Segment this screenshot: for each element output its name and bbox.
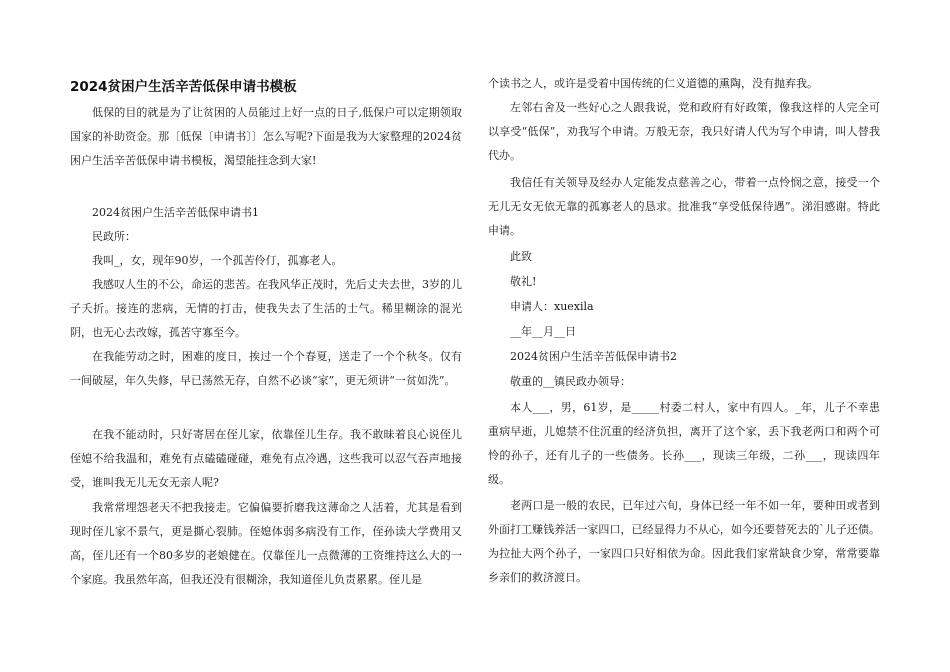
- paragraph-self-intro: 我叫_，女，现年90岁，一个孤苦伶仃，孤寡老人。: [92, 254, 343, 267]
- paragraph-intro: 低保的目的就是为了让贫困的人员能过上好一点的日子,低保户可以定期领取国家的补助资金。那〔低保〔申请书〕〕怎么写呢?下面是我为大家整理的2024贫困户生活辛苦低保申请书模板，渴望能挂念到大家!: [70, 106, 462, 167]
- paragraph-continued: 个读书之人，或许是受着中国传统的仁义道德的熏陶，没有抛弃我。: [488, 77, 818, 90]
- applicant-signature: 申请人：xuexila: [510, 300, 594, 313]
- date-line: __年__月__日: [510, 325, 576, 338]
- document-title: 2024贫困户生活辛苦低保申请书模板: [70, 79, 297, 95]
- addressee-2: 敬重的__镇民政办领导：: [510, 375, 631, 388]
- closing-jingli: 敬礼!: [510, 275, 537, 288]
- paragraph-nephew: 在我不能动时，只好寄居在侄儿家，依靠侄儿生存。我不敢昧着良心说侄儿侄媳不给我温和，难免有点磕磕碰碰，难免有点冷遇，这些我可以忍气吞声地接受，谁叫我无儿无女无亲人呢?: [70, 428, 462, 489]
- addressee-1: 民政所：: [92, 230, 136, 243]
- closing-cizhi: 此致: [510, 250, 532, 263]
- paragraph-complaint: 我常常埋怨老天不把我接走。它偏偏要折磨我这薄命之人活着，尤其是看到现时侄儿家不景气，更是撕心裂肺。侄媳体弱多病没有工作，侄孙读大学费用又高，侄儿还有一个80多岁的老娘健在。仅靠侄儿一点微薄的工资维持这么大的一个家庭。我虽然年高，但我还没有很糊涂，我知道侄儿负责累累。侄儿是: [70, 501, 462, 586]
- paragraph-request: 我信任有关领导及经办人定能发点慈善之心，带着一点怜悯之意，接受一个无儿无女无依无靠的孤寡老人的恳求。批准我“享受低保待遇”。涕泪感谢。特此申请。: [488, 176, 880, 237]
- paragraph-elderly-couple: 老两口是一般的农民，已年过六旬，身体已经一年不如一年，要种田或者到外面打工赚钱养活一家四口，已经显得力不从心，如今还要替死去的`儿子还债。为拉扯大两个孙子，一家四口只好相依为命。因此我们家常缺食少穿，常常要靠乡亲们的救济渡日。: [488, 499, 880, 584]
- section-heading-2: 2024贫困户生活辛苦低保申请书2: [510, 350, 677, 363]
- paragraph-labor: 在我能劳动之时，困难的度日，挨过一个个春夏，送走了一个个秋冬。仅有一间破屋，年久失修，早已荡然无存，自然不必谈“家”，更无须讲“一贫如洗”。: [70, 350, 462, 387]
- paragraph-neighbors: 左邻右舍及一些好心之人跟我说，党和政府有好政策，像我这样的人完全可以享受“低保”，劝我写个申请。万般无奈，我只好请人代为写个申请，叫人替我代办。: [488, 101, 880, 162]
- paragraph-fate: 我感叹人生的不公，命运的悲苦。在我风华正茂时，先后丈夫去世，3岁的儿子夭折。接连的悲病，无情的打击，使我失去了生活的士气。稀里糊涂的混光阴，也无心去改嫁，孤苦守寡至今。: [70, 278, 462, 339]
- paragraph-family: 本人___，男，61岁，是_____村委二村人，家中有四人。_年，儿子不幸患重病早逝，儿媳禁不住沉重的经济负担，离开了这个家，丢下我老两口和两个可怜的孙子，还有儿子的一些债务。长孙___，现读三年级，二孙___，现读四年级。: [488, 401, 880, 486]
- section-heading-1: 2024贫困户生活辛苦低保申请书1: [92, 206, 259, 219]
